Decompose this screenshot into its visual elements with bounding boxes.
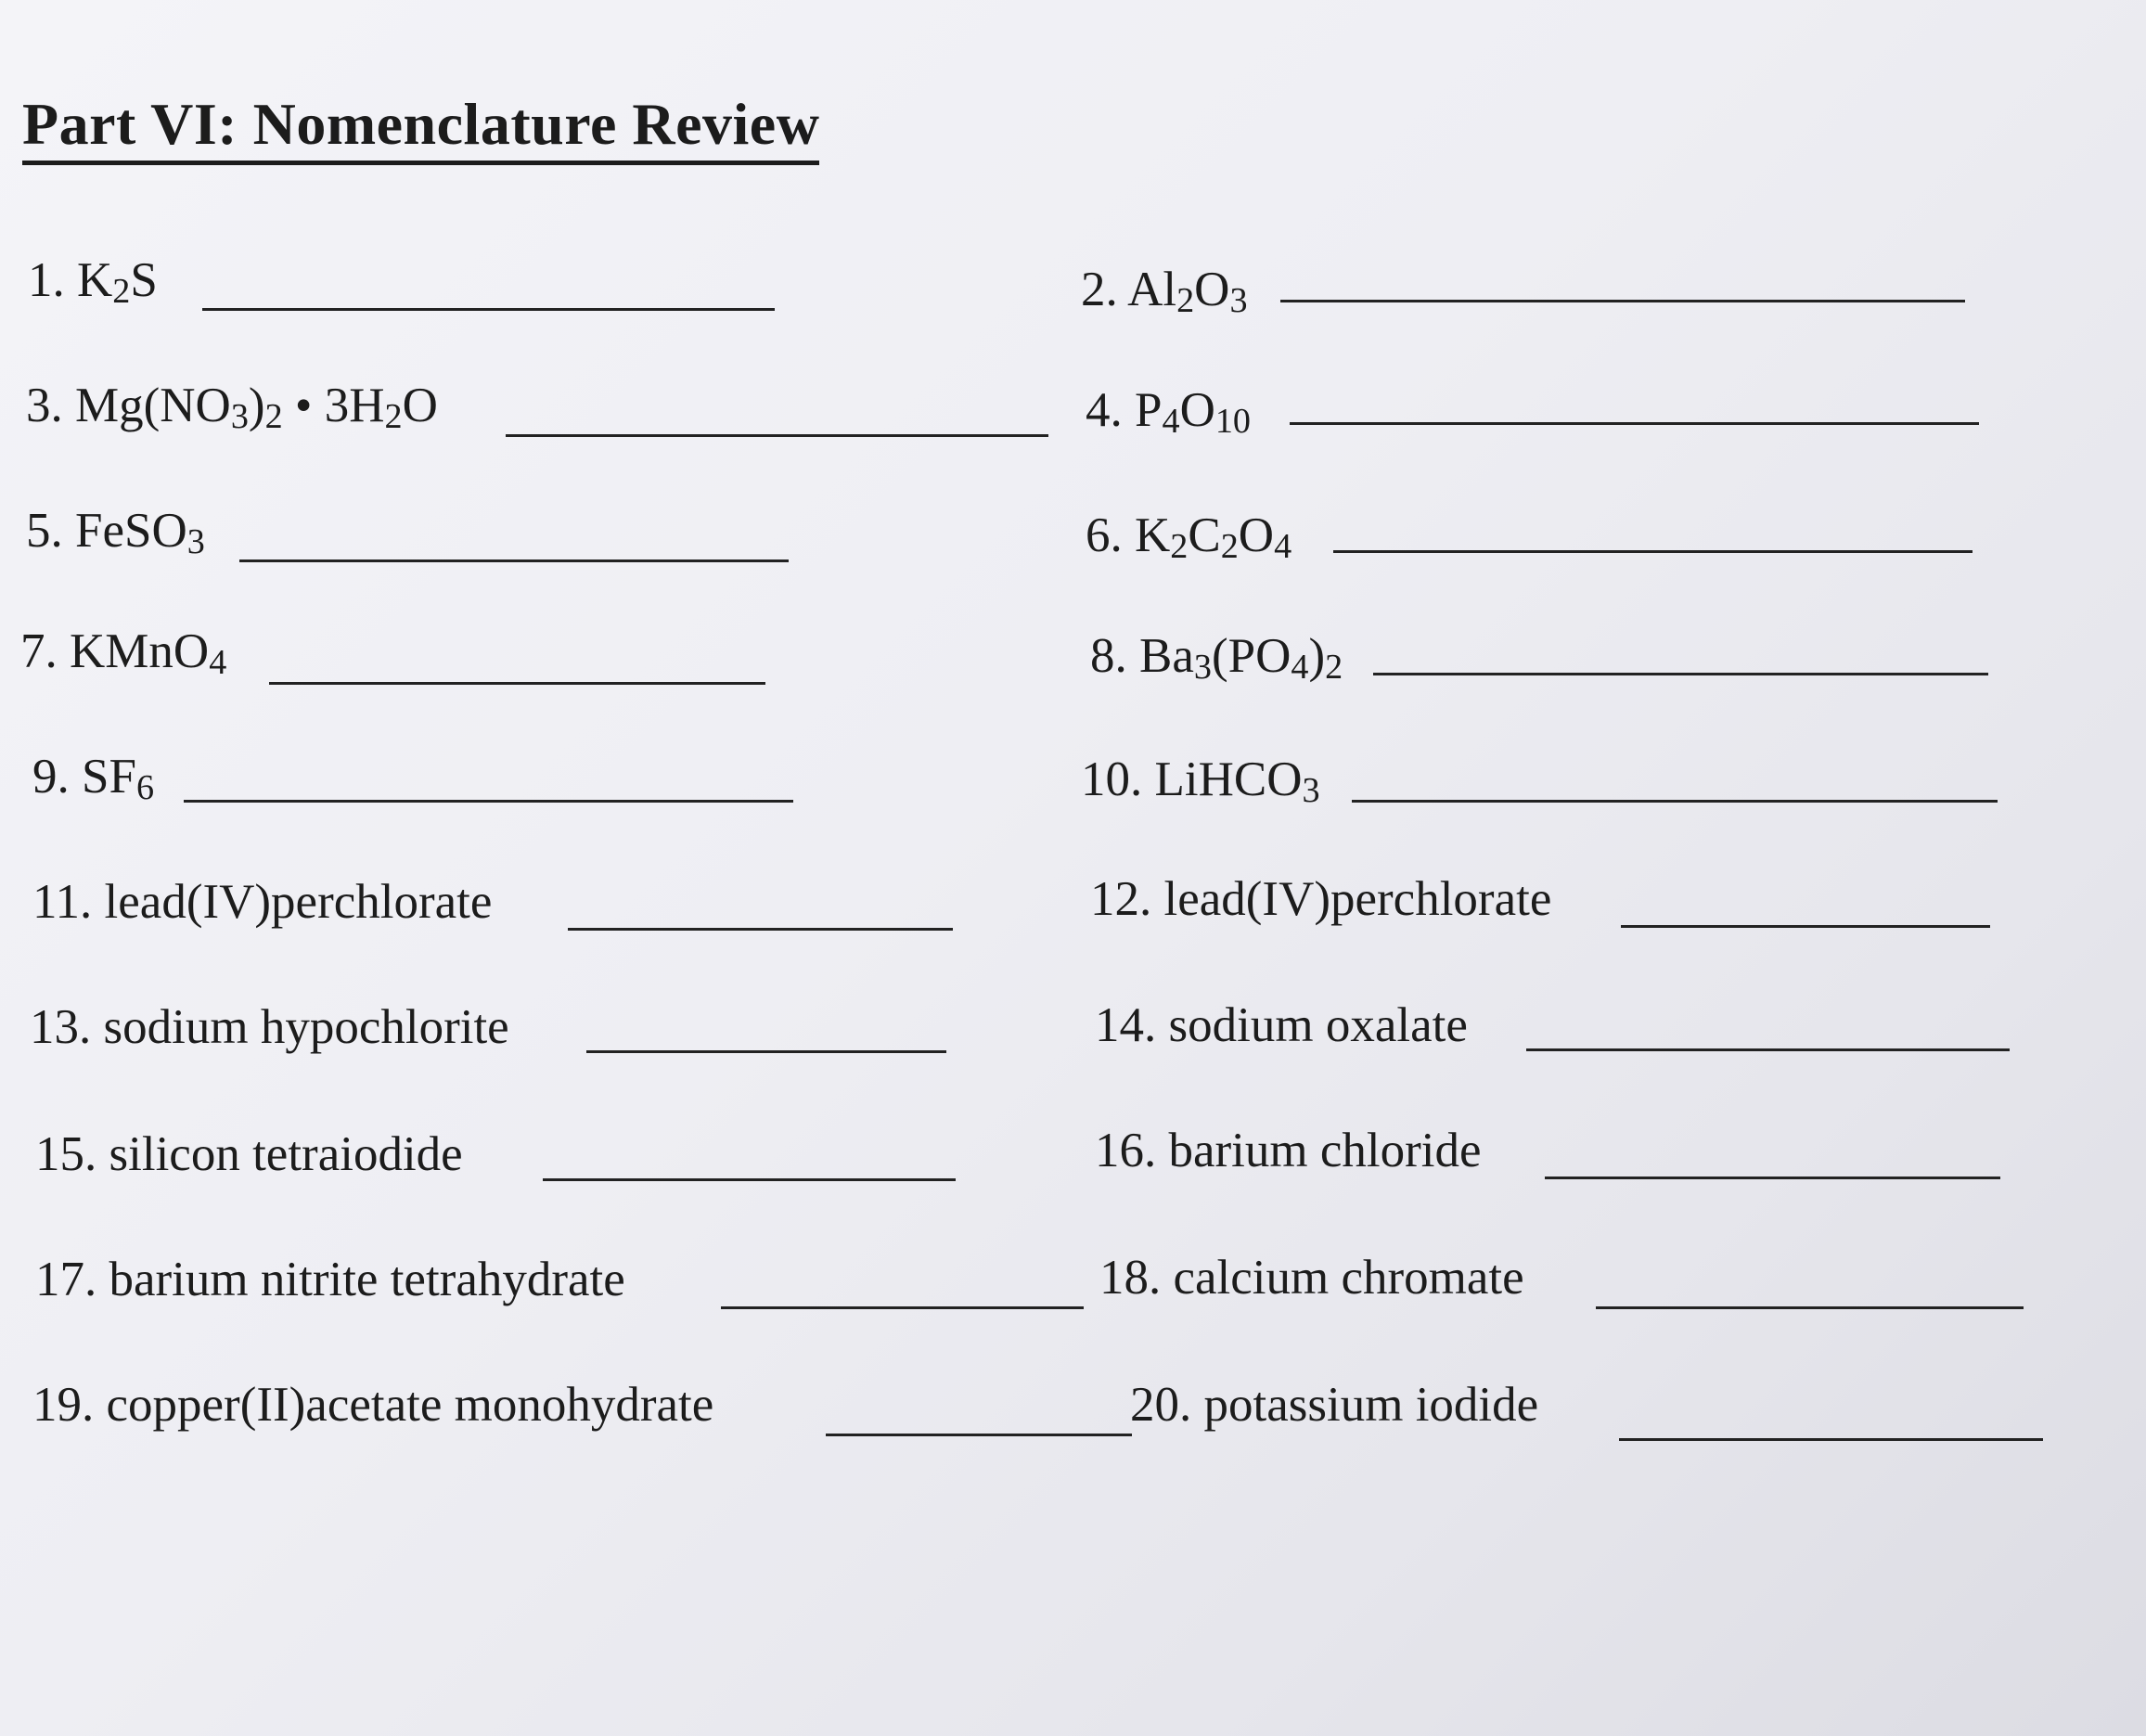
question-5: [26, 501, 205, 560]
question-15: [35, 1125, 463, 1184]
answer-blank[interactable]: [184, 800, 793, 803]
question-text: [75, 504, 205, 561]
question-number: 3.: [26, 379, 63, 432]
answer-blank[interactable]: [586, 1050, 946, 1053]
text-segment: C: [1188, 508, 1221, 562]
question-text: [82, 750, 155, 807]
answer-blank[interactable]: [1621, 925, 1990, 928]
question-text: [75, 379, 438, 436]
subscript: 2: [384, 396, 403, 436]
text-segment: O: [402, 379, 438, 432]
question-number: 5.: [26, 504, 63, 558]
text-segment: sodium hypochlorite: [103, 1000, 509, 1054]
text-segment: potassium iodide: [1203, 1378, 1539, 1432]
question-text: [1169, 998, 1468, 1052]
question-10: [1081, 750, 1320, 809]
question-number: 18.: [1099, 1251, 1162, 1305]
answer-blank[interactable]: [1290, 422, 1979, 425]
subscript: 4: [1274, 526, 1292, 566]
answer-blank[interactable]: [1545, 1177, 2000, 1179]
answer-blank[interactable]: [1333, 550, 1973, 553]
text-segment: lead(IV)perchlorate: [1163, 872, 1552, 926]
subscript: 4: [1291, 647, 1309, 687]
text-segment: ): [248, 379, 265, 432]
question-9: [32, 747, 154, 806]
question-text: [1164, 872, 1552, 926]
text-segment: O: [1238, 508, 1275, 562]
subscript: 3: [1229, 280, 1248, 320]
answer-blank[interactable]: [1352, 800, 1998, 803]
answer-blank[interactable]: [568, 928, 953, 931]
text-segment: (PO: [1211, 629, 1291, 683]
text-segment: copper(II)acetate monohydrate: [106, 1378, 714, 1432]
question-14: [1095, 996, 1468, 1055]
answer-blank[interactable]: [1596, 1306, 2024, 1309]
question-text: [1127, 263, 1248, 320]
subscript: 4: [1162, 401, 1180, 441]
question-number: 15.: [35, 1127, 97, 1181]
answer-blank[interactable]: [826, 1434, 1132, 1436]
answer-blank[interactable]: [239, 559, 789, 562]
text-segment: LiHCO: [1154, 752, 1303, 806]
question-2: [1081, 260, 1248, 319]
subscript: 3: [186, 521, 205, 561]
answer-blank[interactable]: [269, 682, 765, 685]
subscript: 10: [1214, 401, 1251, 441]
text-segment: Mg(NO: [75, 379, 231, 432]
question-text: [70, 624, 227, 682]
subscript: 2: [1170, 526, 1189, 566]
question-number: 13.: [30, 1000, 92, 1054]
text-segment: KMnO: [70, 624, 210, 678]
question-number: 6.: [1086, 508, 1123, 562]
question-19: [32, 1375, 713, 1434]
question-text: [1135, 383, 1251, 441]
text-segment: barium chloride: [1168, 1124, 1482, 1177]
answer-blank[interactable]: [721, 1306, 1084, 1309]
subscript: 2: [1220, 526, 1239, 566]
question-text: [1169, 1124, 1482, 1177]
question-number: 20.: [1130, 1378, 1192, 1432]
question-text: [105, 875, 493, 929]
question-text: [1174, 1251, 1524, 1305]
question-text: [1204, 1378, 1539, 1432]
subscript: 2: [264, 396, 283, 436]
question-number: 19.: [32, 1378, 95, 1432]
text-segment: sodium oxalate: [1168, 998, 1468, 1052]
text-segment: K: [1135, 508, 1171, 562]
answer-blank[interactable]: [506, 434, 1048, 437]
question-text: [104, 1000, 509, 1054]
subscript: 4: [209, 642, 227, 682]
subscript: 3: [1302, 770, 1320, 810]
answer-blank[interactable]: [1526, 1048, 2010, 1051]
text-segment: silicon tetraiodide: [109, 1127, 463, 1181]
text-segment: lead(IV)perchlorate: [104, 875, 493, 929]
subscript: 2: [1325, 647, 1343, 687]
question-number: 1.: [28, 253, 65, 307]
question-18: [1099, 1248, 1524, 1307]
text-segment: S: [130, 253, 158, 307]
question-number: 10.: [1081, 752, 1143, 806]
section-title: Part VI: Nomenclature Review: [22, 88, 819, 165]
question-text: [107, 1378, 714, 1432]
question-number: 11.: [32, 875, 93, 929]
text-segment: Ba: [1139, 629, 1194, 683]
question-number: 17.: [35, 1253, 97, 1306]
text-segment: • 3H: [282, 379, 385, 432]
question-text: [109, 1253, 625, 1306]
text-segment: O: [1179, 383, 1215, 437]
question-20: [1130, 1375, 1538, 1434]
question-text: [1139, 629, 1343, 687]
text-segment: Al: [1127, 263, 1177, 316]
question-8: [1090, 626, 1343, 686]
question-number: 14.: [1095, 998, 1157, 1052]
question-1: [28, 251, 158, 310]
question-11: [32, 872, 492, 932]
text-segment: P: [1135, 383, 1163, 437]
answer-blank[interactable]: [1373, 673, 1988, 675]
text-segment: calcium chromate: [1173, 1251, 1524, 1305]
question-number: 16.: [1095, 1124, 1157, 1177]
subscript: 3: [230, 396, 249, 436]
question-text: [109, 1127, 463, 1181]
subscript: 2: [112, 271, 131, 311]
question-number: 4.: [1086, 383, 1123, 437]
question-number: 9.: [32, 750, 70, 804]
question-17: [35, 1250, 625, 1309]
question-text: [77, 253, 158, 311]
subscript: 2: [1176, 280, 1195, 320]
question-text: [1135, 508, 1292, 566]
question-6: [1086, 506, 1291, 565]
subscript: 3: [1193, 647, 1212, 687]
question-number: 2.: [1081, 263, 1118, 316]
question-16: [1095, 1121, 1482, 1180]
answer-blank[interactable]: [1280, 300, 1965, 302]
question-12: [1090, 869, 1551, 929]
question-number: 8.: [1090, 629, 1127, 683]
question-3: [26, 376, 438, 435]
subscript: 6: [135, 767, 155, 807]
text-segment: barium nitrite tetrahydrate: [109, 1253, 625, 1306]
answer-blank[interactable]: [543, 1178, 956, 1181]
question-number: 12.: [1090, 872, 1152, 926]
question-7: [20, 622, 226, 681]
text-segment: K: [77, 253, 113, 307]
question-number: 7.: [20, 624, 58, 678]
question-text: [1154, 752, 1320, 810]
text-segment: SF: [82, 750, 136, 804]
answer-blank[interactable]: [1619, 1438, 2043, 1441]
question-13: [30, 997, 509, 1057]
text-segment: FeSO: [75, 504, 187, 558]
question-4: [1086, 380, 1251, 440]
text-segment: ): [1308, 629, 1326, 683]
answer-blank[interactable]: [202, 308, 775, 311]
text-segment: O: [1194, 263, 1230, 316]
